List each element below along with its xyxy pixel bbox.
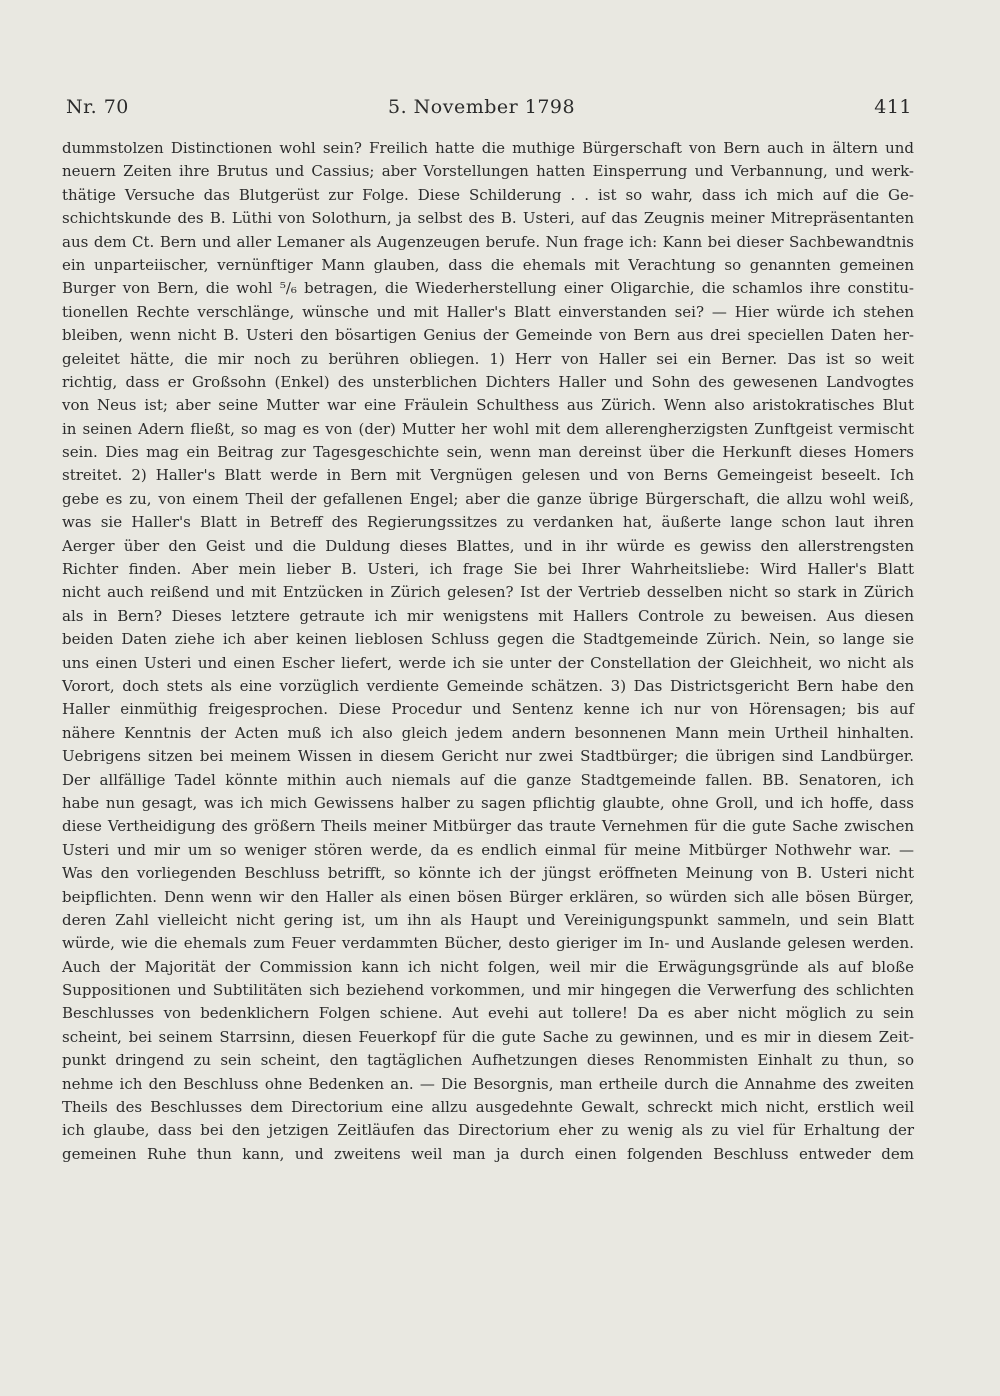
text-line: in seinen Adern fließt, so mag es von (der) Mutter her wohl mit dem allerengherzigsten Zunftgeist vermischt [62,419,914,438]
text-line: Burger von Bern, die wohl ⁵/₆ betragen, die Wiederherstellung einer Oligarchie, die schamlos ihre constitu- [62,279,914,298]
text-line: Suppositionen und Subtilitäten sich beziehend vorkommen, und mir hingegen die Verwerfung des schlichten [62,981,914,1000]
text-line: nähere Kenntnis der Acten muß ich also gleich jedem andern besonnenen Mann mein Urtheil hinhalten. [62,723,914,742]
text-line: diese Vertheidigung des größern Theils meiner Mitbürger das traute Vernehmen für die gute Sache zwischen [62,817,914,836]
text-line: beiden Daten ziehe ich aber keinen lieblosen Schluss gegen die Stadtgemeinde Zürich. Nein, so lange sie [62,630,914,649]
text-line: Beschlusses von bedenklichern Folgen schiene. Aut evehi aut tollere! Da es aber nicht möglich zu sein [62,1004,914,1023]
text-line: gebe es zu, von einem Theil der gefallenen Engel; aber die ganze übrige Bürgerschaft, die allzu wohl weiß, [62,489,914,508]
text-line: als in Bern? Dieses letztere getraute ich mir wenigstens mit Hallers Controle zu beweisen. Aus diesen [62,606,914,625]
text-line: Usteri und mir um so weniger stören werde, da es endlich einmal für meine Mitbürger Nothwehr war. — [62,840,914,859]
text-line: was sie Haller's Blatt in Betreff des Regierungssitzes zu verdanken hat, äußerte lange schon laut ihren [62,513,914,532]
text-line: ein unparteiischer, vernünftiger Mann glauben, dass die ehemals mit Verachtung so genannten gemeinen [62,255,914,274]
text-line: Theils des Beschlusses dem Directorium eine allzu ausgedehnte Gewalt, schreckt mich nicht, erstlich weil [62,1098,914,1117]
text-line: nehme ich den Beschluss ohne Bedenken an. — Die Besorgnis, man ertheile durch die Annahme des zweiten [62,1074,914,1093]
text-line: scheint, bei seinem Starrsinn, diesen Feuerkopf für die gute Sache zu gewinnen, und es mir in diesem Zeit- [62,1027,914,1046]
text-line: von Neus ist; aber seine Mutter war eine Fräulein Schulthess aus Zürich. Wenn also aristokratisches Blut [62,396,914,415]
text-line: sein. Dies mag ein Beitrag zur Tagesgeschichte sein, wenn man dereinst über die Herkunft dieses Homers [62,443,914,462]
text-line: würde, wie die ehemals zum Feuer verdammten Bücher, desto gieriger im In- und Auslande gelesen werden. [62,934,914,953]
text-line: Uebrigens sitzen bei meinem Wissen in diesem Gericht nur zwei Stadtbürger; die übrigen sind Landbürger. [62,747,914,766]
text-line: geleitet hätte, die mir noch zu berühren obliegen. 1) Herr von Haller sei ein Berner. Das ist so weit [62,349,914,368]
text-line: tionellen Rechte verschlänge, wünsche und mit Haller's Blatt einverstanden sei? — Hier würde ich stehen [62,302,914,321]
text-line: beipflichten. Denn wenn wir den Haller als einen bösen Bürger erklären, so würden sich alle bösen Bürger, [62,887,914,906]
text-line: uns einen Usteri und einen Escher liefert, werde ich sie unter der Constellation der Gleichheit, wo nicht als [62,653,914,672]
text-line: habe nun gesagt, was ich mich Gewissens halber zu sagen pflichtig glaubte, ohne Groll, und ich hoffe, dass [62,793,914,812]
text-line: dummstolzen Distinctionen wohl sein? Freilich hatte die muthige Bürgerschaft von Bern auch in ältern und [62,139,914,157]
text-line: Haller einmüthig freigesprochen. Diese Procedur und Sentenz kenne ich nur von Hörensagen; bis auf [62,700,914,719]
text-line: Vorort, doch stets als eine vorzüglich verdiente Gemeinde schätzen. 3) Das Districtsgericht Bern habe den [62,676,914,695]
document-number: Nr. 70 [66,96,129,118]
text-line: schichtskunde des B. Lüthi von Solothurn, ja selbst des B. Usteri, auf das Zeugnis meiner Mitrepräsentanten [62,209,914,228]
text-line: Richter finden. Aber mein lieber B. Usteri, ich frage Sie bei Ihrer Wahrheitsliebe: Wird Haller's Blatt [62,560,914,579]
page-number: 411 [874,96,912,118]
page-header [66,96,912,122]
text-line: Auch der Majorität der Commission kann ich nicht folgen, weil mir die Erwägungsgründe als auf bloße [62,957,914,976]
text-line: bleiben, wenn nicht B. Usteri den bösartigen Genius der Gemeinde von Bern aus drei speciellen Daten her- [62,326,914,345]
text-line: Der allfällige Tadel könnte mithin auch niemals auf die ganze Stadtgemeinde fallen. BB. Senatoren, ich [62,770,914,789]
text-line: ich glaube, dass bei den jetzigen Zeitläufen das Directorium eher zu wenig als zu viel für Erhaltung der [62,1121,914,1140]
text-line: richtig, dass er Großsohn (Enkel) des unsterblichen Dichters Haller und Sohn des gewesenen Landvogtes [62,372,914,391]
text-line: Was den vorliegenden Beschluss betrifft, so könnte ich der jüngst eröffneten Meinung von B. Usteri nicht [62,864,914,883]
body-text [62,137,914,1166]
text-line: aus dem Ct. Bern und aller Lemaner als Augenzeugen berufe. Nun frage ich: Kann bei dieser Sachbewandtnis [62,232,914,251]
text-line: thätige Versuche das Blutgerüst zur Folge. Diese Schilderung . . ist so wahr, dass ich mich auf die Ge- [62,185,914,204]
text-line: deren Zahl vielleicht nicht gering ist, um ihn als Haupt und Vereinigungspunkt sammeln, und sein Blatt [62,910,914,929]
text-line: gemeinen Ruhe thun kann, und zweitens weil man ja durch einen folgenden Beschluss entweder dem [62,1144,914,1163]
text-line: nicht auch reißend und mit Entzücken in Zürich gelesen? Ist der Vertrieb desselben nicht so stark in Zürich [62,583,914,602]
text-line: streitet. 2) Haller's Blatt werde in Bern mit Vergnügen gelesen und von Berns Gemeingeist beseelt. Ich [62,466,914,485]
text-line: Aerger über den Geist und die Duldung dieses Blattes, und in ihr würde es gewiss den allerstrengsten [62,536,914,555]
text-line: neuern Zeiten ihre Brutus und Cassius; aber Vorstellungen hatten Einsperrung und Verbannung, und werk- [62,162,914,181]
text-line: punkt dringend zu sein scheint, den tagtäglichen Aufhetzungen dieses Renommisten Einhalt zu thun, so [62,1051,914,1070]
document-date: 5. November 1798 [388,96,576,118]
